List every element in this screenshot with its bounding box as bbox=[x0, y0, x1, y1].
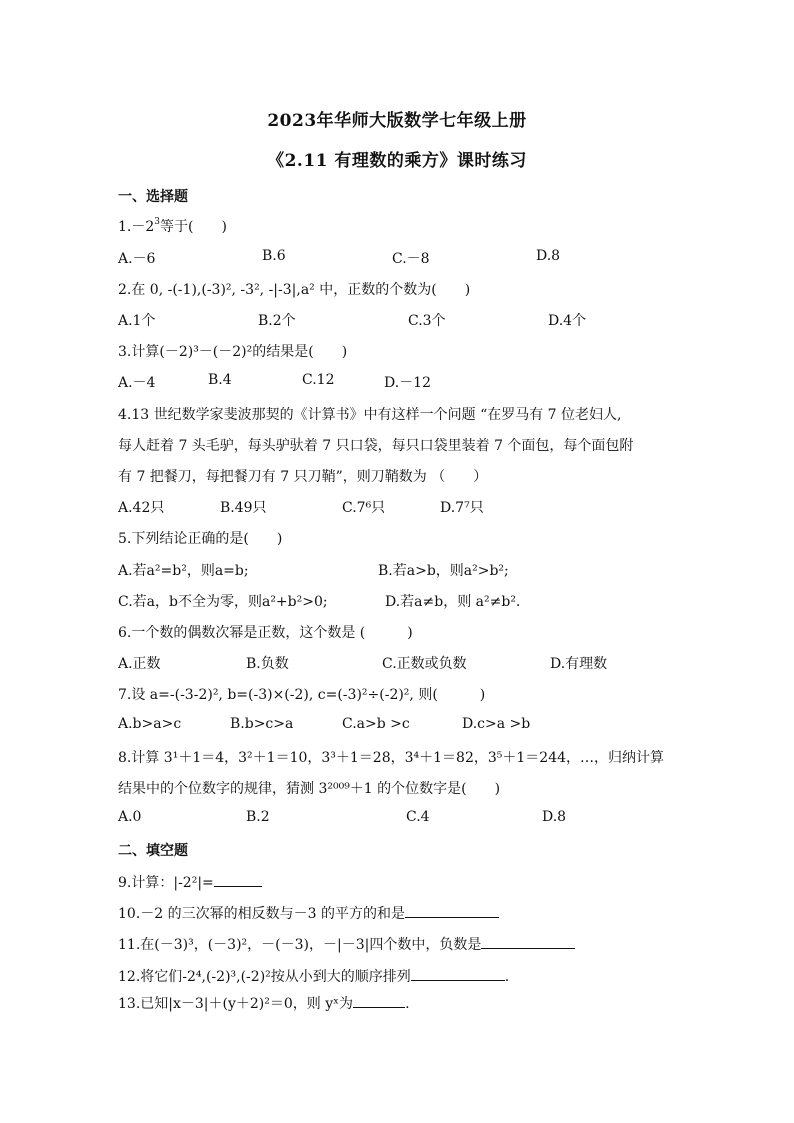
question-7-option-d: D.c>a >b bbox=[462, 716, 531, 732]
question-1-exponent: 3 bbox=[154, 217, 160, 228]
question-2: 2.在 0, -(-1),(-3)², -3², -|-3|,a² 中，正数的个数为( ) bbox=[118, 282, 471, 298]
question-4-line-1: 4.13 世纪数学家斐波那契的《计算书》中有这样一个问题 “在罗马有 7 位老妇人, bbox=[118, 407, 622, 423]
question-9-text: 9.计算：|-2²|= bbox=[118, 875, 214, 891]
section-heading-fill: 二、填空题 bbox=[118, 843, 188, 859]
question-6-option-b: B.负数 bbox=[246, 656, 289, 672]
question-8-line-2: 结果中的个位数字的规律，猜测 3²⁰⁰⁹＋1 的个位数字是( ) bbox=[118, 781, 501, 797]
answer-blank-9[interactable] bbox=[214, 874, 262, 887]
question-4-line-2: 每人赶着 7 头毛驴，每头驴驮着 7 只口袋，每只口袋里装着 7 个面包，每个面包附 bbox=[118, 438, 634, 454]
question-5-option-b: B.若a>b，则a²>b²; bbox=[378, 563, 509, 579]
answer-blank-11[interactable] bbox=[481, 936, 575, 949]
answer-blank-12[interactable] bbox=[411, 968, 505, 981]
question-5-option-a: A.若a²=b²，则a=b; bbox=[118, 563, 249, 579]
question-8-option-c: C.4 bbox=[406, 809, 430, 825]
question-7-option-a: A.b>a>c bbox=[118, 716, 182, 732]
question-11-text: 11.在(－3)³，(－3)²，－(－3)，－|－3|四个数中，负数是 bbox=[118, 937, 482, 953]
question-2-option-d: D.4个 bbox=[548, 313, 587, 329]
question-6-option-c: C.正数或负数 bbox=[382, 656, 467, 672]
question-5: 5.下列结论正确的是( ) bbox=[118, 531, 283, 547]
question-6-option-d: D.有理数 bbox=[550, 656, 608, 672]
question-11 bbox=[118, 934, 575, 954]
question-4-line-3: 有 7 把餐刀，每把餐刀有 7 只刀鞘”，则刀鞘数为 （ ） bbox=[118, 469, 488, 485]
question-13-period: . bbox=[405, 996, 410, 1012]
page-subtitle: 《2.11 有理数的乘方》课时练习 bbox=[267, 151, 527, 171]
question-7-option-b: B.b>c>a bbox=[230, 716, 294, 732]
question-4-option-a: A.42只 bbox=[118, 500, 165, 516]
question-8-line-1: 8.计算 3¹＋1＝4，3²＋1＝10，3³＋1＝28，3⁴＋1＝82，3⁵＋1＝244，…，归纳计算 bbox=[118, 750, 665, 766]
question-3-option-c: C.12 bbox=[302, 372, 335, 388]
question-3-option-a: A.－4 bbox=[118, 375, 156, 391]
answer-blank-13[interactable] bbox=[353, 995, 405, 1008]
question-1-bracket: 等于( ) bbox=[160, 219, 227, 235]
question-7: 7.设 a=-(-3-2)², b=(-3)×(-2), c=(-3)²÷(-2)², 则( ) bbox=[118, 687, 486, 703]
question-12-text: 12.将它们-2⁴,(-2)³,(-2)²按从小到大的顺序排列 bbox=[118, 969, 411, 985]
question-12-period: . bbox=[504, 969, 510, 985]
question-12 bbox=[118, 966, 509, 986]
question-8-option-d: D.8 bbox=[542, 809, 567, 825]
question-1 bbox=[118, 216, 227, 236]
question-13 bbox=[118, 993, 410, 1013]
question-6-option-a: A.正数 bbox=[118, 656, 161, 672]
question-2-option-a: A.1个 bbox=[118, 313, 156, 329]
question-1-option-d: D.8 bbox=[536, 248, 561, 264]
question-1-option-b: B.6 bbox=[262, 248, 286, 264]
answer-blank-10[interactable] bbox=[405, 905, 499, 918]
question-10-text: 10.－2 的三次幂的相反数与－3 的平方的和是 bbox=[118, 906, 405, 922]
question-10 bbox=[118, 903, 499, 923]
question-1-option-c: C.－8 bbox=[392, 251, 430, 267]
question-8-option-b: B.2 bbox=[246, 809, 270, 825]
question-8-option-a: A.0 bbox=[118, 809, 142, 825]
question-4-option-b: B.49只 bbox=[220, 500, 267, 516]
question-7-option-c: C.a>b >c bbox=[342, 716, 410, 732]
question-5-option-d: D.若a≠b，则 a²≠b². bbox=[385, 594, 521, 610]
page-title: 2023年华师大版数学七年级上册 bbox=[267, 111, 527, 131]
question-2-option-c: C.3个 bbox=[408, 313, 446, 329]
question-3: 3.计算(－2)³－(－2)²的结果是( ) bbox=[118, 344, 348, 360]
question-4-option-c: C.7⁶只 bbox=[342, 500, 386, 516]
question-3-option-d: D.－12 bbox=[384, 375, 431, 391]
section-heading-choice: 一、选择题 bbox=[118, 189, 188, 205]
question-6: 6.一个数的偶数次幂是正数，这个数是 ( ) bbox=[118, 625, 413, 641]
question-2-option-b: B.2个 bbox=[258, 313, 296, 329]
question-4-option-d: D.7⁷只 bbox=[440, 500, 484, 516]
question-9 bbox=[118, 872, 262, 892]
question-13-text: 13.已知|x－3|＋(y＋2)²＝0，则 yˣ为 bbox=[118, 996, 354, 1012]
question-3-option-b: B.4 bbox=[208, 372, 232, 388]
question-5-option-c: C.若a，b不全为零，则a²+b²>0; bbox=[118, 594, 328, 610]
question-1-option-a: A.－6 bbox=[118, 251, 156, 267]
question-1-text: 1.－2 bbox=[118, 219, 155, 235]
